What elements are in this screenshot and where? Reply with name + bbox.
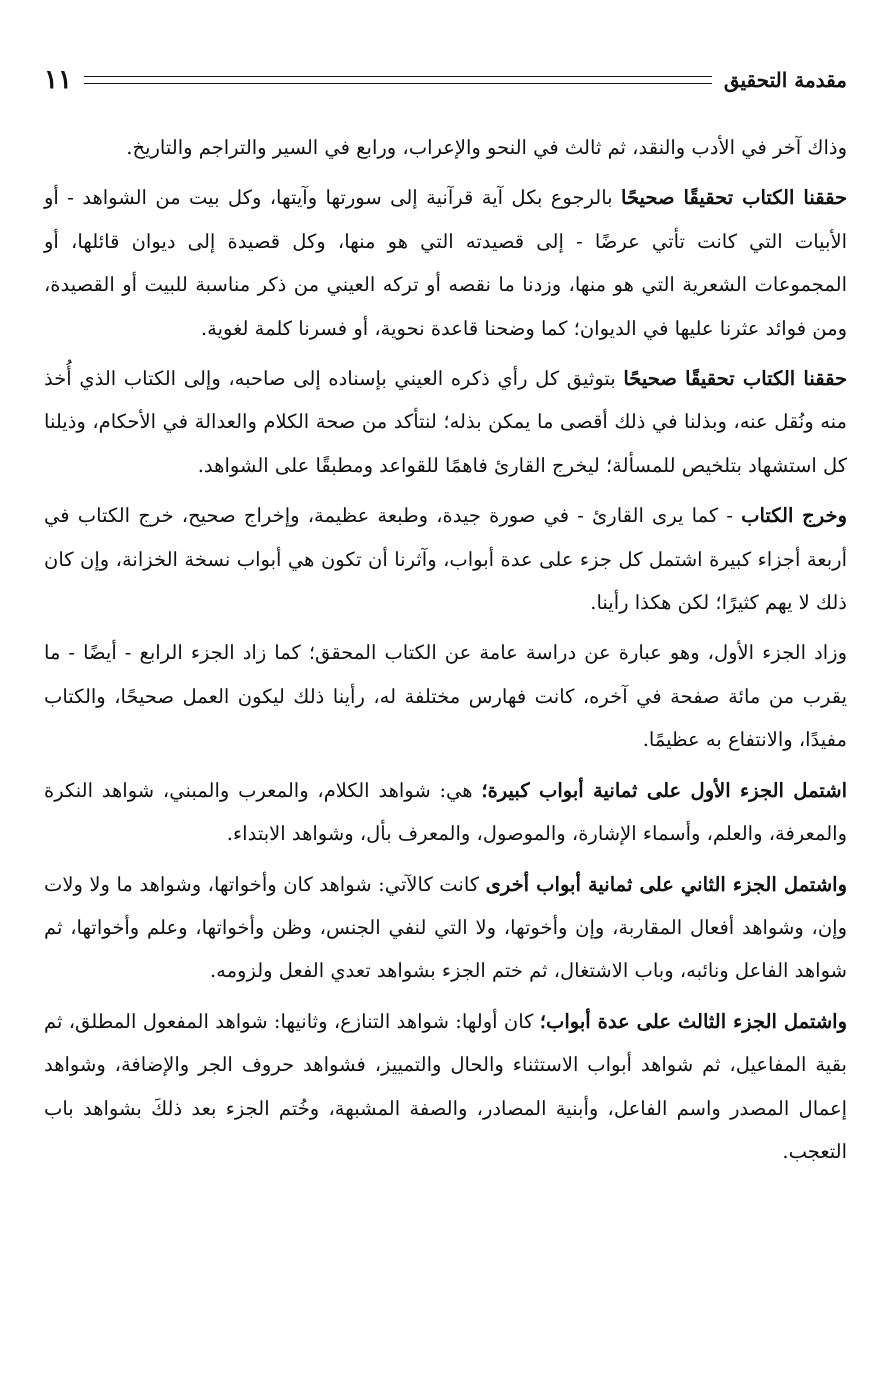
page-header xyxy=(44,60,847,100)
paragraph: حققنا الكتاب تحقيقًا صحيحًا بالرجوع بكل آية قرآنية إلى سورتها وآيتها، وكل بيت من الشواهد - أو الأبيات التي كانت تأتي عرضًا - إلى قصيدته التي هو منها، وكل قصيدة إلى ديوان قائلها، أو المجموعات الشعرية التي هو منها، وزدنا ما نقصه أو تركه العيني من ذكر مناسبة للبيت أو القصيدة، ومن فوائد عثرنا عليها في الديوان؛ كما وضحنا قاعدة نحوية، أو فسرنا كلمة لغوية. xyxy=(44,186,848,340)
page-body xyxy=(44,126,847,1180)
paragraph-lead: اشتمل الجزء الأول على ثمانية أبواب كبيرة؛ xyxy=(481,778,847,802)
page-number: ١١ xyxy=(44,65,72,95)
paragraph: حققنا الكتاب تحقيقًا صحيحًا بتوثيق كل رأي ذكره العيني بإسناده إلى صاحبه، وإلى الكتاب الذي أُخذ منه ونُقل عنه، وبذلنا في ذلك أقصى ما يمكن بذله؛ لنتأكد من صحة الكلام والعدالة في الأحكام، وذيلنا كل استشهاد بتلخيص للمسألة؛ ليخرج القارئ فاهمًا للقواعد ومطبقًا على الشواهد. xyxy=(44,367,848,477)
paragraph-lead: واشتمل الجزء الثاني على ثمانية أبواب أخرى xyxy=(485,872,847,896)
paragraph-lead: وخرج الكتاب xyxy=(741,504,847,528)
paragraph: اشتمل الجزء الأول على ثمانية أبواب كبيرة؛ هي: شواهد الكلام، والمعرب والمبني، شواهد النكرة والمعرفة، والعلم، وأسماء الإشارة، والموصول، والمعرف بأل، وشواهد الابتداء. xyxy=(44,778,847,846)
paragraph: وذاك آخر في الأدب والنقد، ثم ثالث في النحو والإعراب، ورابع في السير والتراجم والتاريخ. xyxy=(126,136,847,159)
header-double-rule xyxy=(84,76,712,84)
paragraph-lead: حققنا الكتاب تحقيقًا صحيحًا xyxy=(623,367,848,391)
paragraph-lead: حققنا الكتاب تحقيقًا صحيحًا xyxy=(621,186,848,210)
paragraph: واشتمل الجزء الثاني على ثمانية أبواب أخرى كانت كالآتي: شواهد كان وأخواتها، وشواهد ما ولا ولات وإن، وشواهد أفعال المقاربة، وإن وأخوتها، ولا التي لنفي الجنس، وظن وأخواتها، وعلم وأخواتها، ثم شواهد الفاعل ونائبه، وباب الاشتغال، ثم ختم الجزء بشواهد تعدي الفعل ولزومه. xyxy=(44,872,847,983)
paragraph: وخرج الكتاب - كما يرى القارئ - في صورة جيدة، وطبعة عظيمة، وإخراج صحيح، خرج الكتاب في أربعة أجزاء كبيرة اشتمل كل جزء على عدة أبواب، وآثرنا أن تكون هي أبواب نسخة الخزانة، وإن كان ذلك لا يهم كثيرًا؛ لكن هكذا رأينا. xyxy=(44,504,847,615)
paragraph: وزاد الجزء الأول، وهو عبارة عن دراسة عامة عن الكتاب المحقق؛ كما زاد الجزء الرابع - أيضًا - ما يقرب من مائة صفحة في آخره، كانت فهارس مختلفة له، رأينا ذلك ليكون العمل صحيحًا، والكتاب مفيدًا، والانتفاع به عظيمًا. xyxy=(44,641,847,752)
paragraph: واشتمل الجزء الثالث على عدة أبواب؛ كان أولها: شواهد التنازع، وثانيها: شواهد المفعول المطلق، ثم بقية المفاعيل، ثم شواهد أبواب الاستثناء والحال والتمييز، فشواهد حروف الجر والإضافة، وشواهد إعمال المصدر واسم الفاعل، وأبنية المصادر، والصفة المشبهة، وخُتم الجزء بعد ذلكَ بشواهد باب التعجب. xyxy=(44,1009,847,1163)
running-title: مقدمة التحقيق xyxy=(723,68,847,92)
paragraph-lead: واشتمل الجزء الثالث على عدة أبواب؛ xyxy=(539,1009,847,1033)
